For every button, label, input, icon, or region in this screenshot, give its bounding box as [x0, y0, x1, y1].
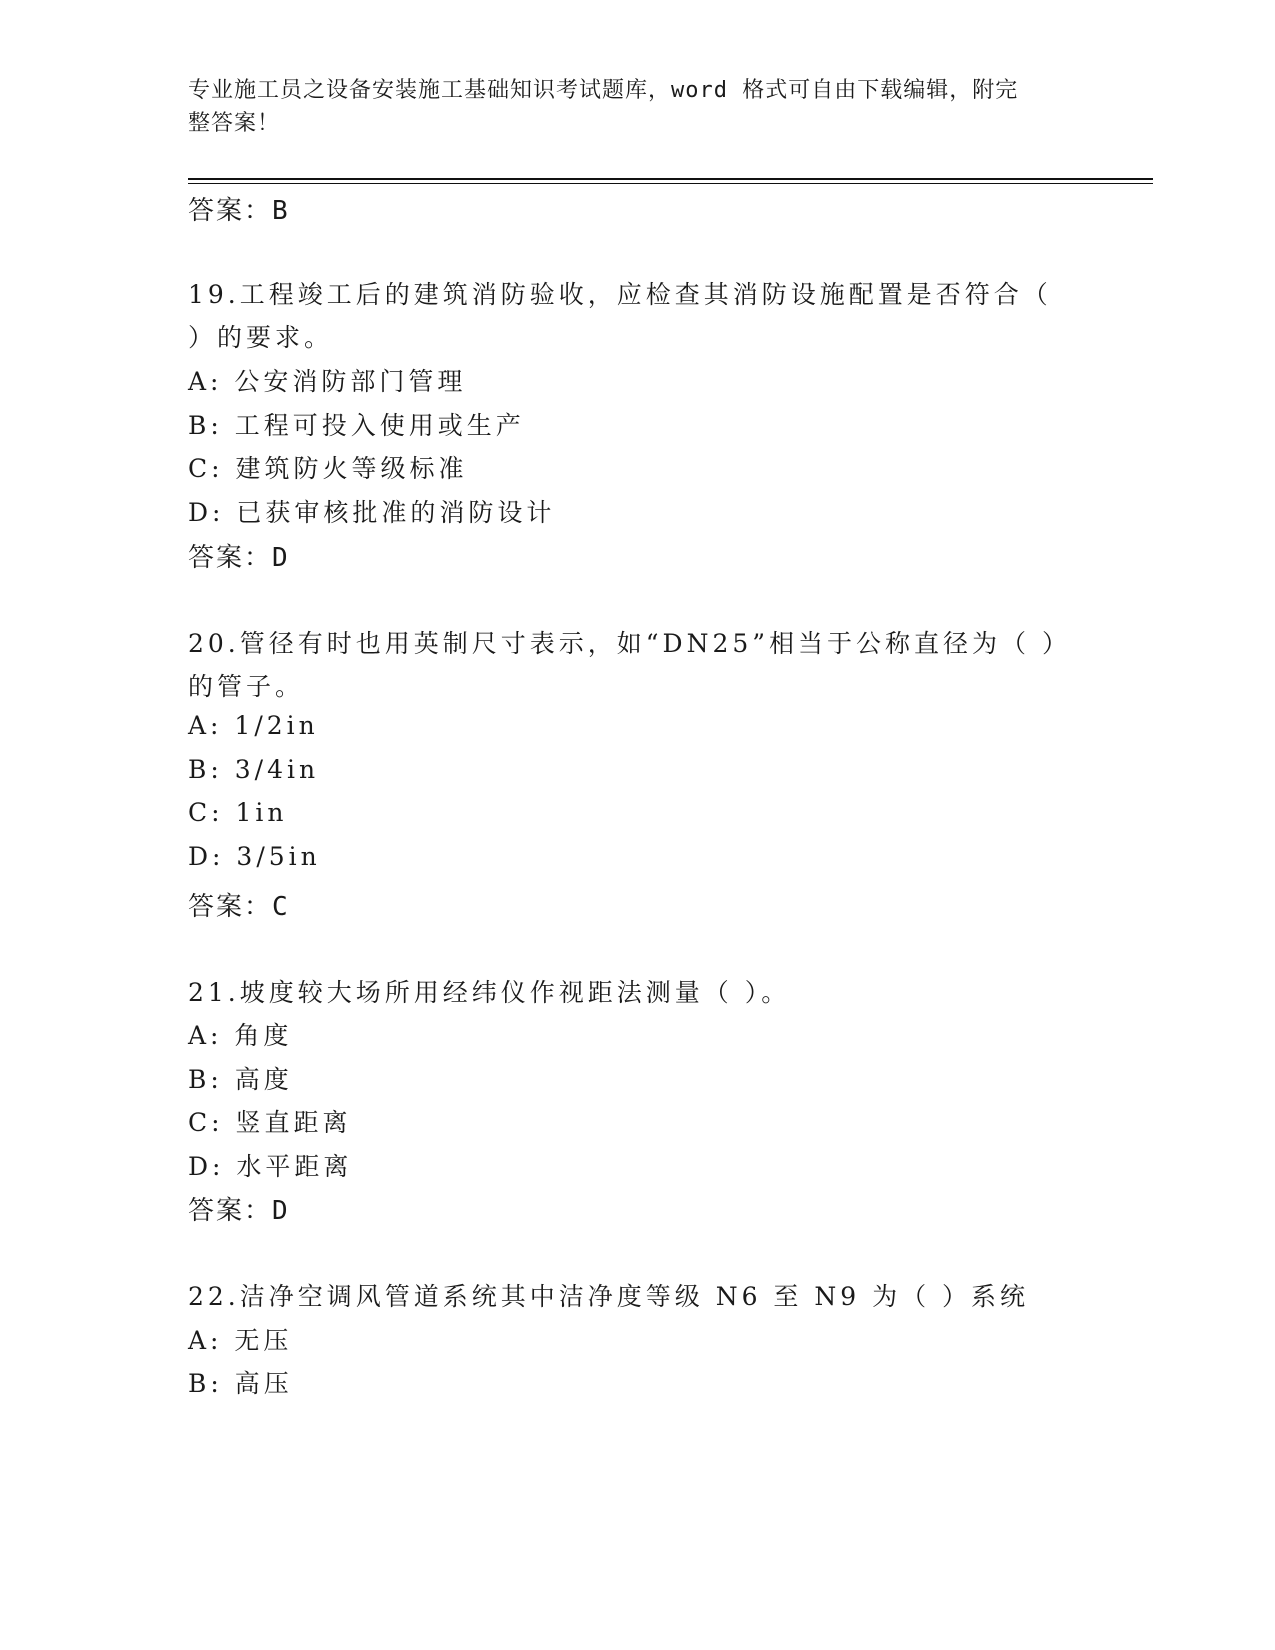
question-22-option-a: A: 无压 [188, 1326, 293, 1355]
question-21-stem-line-1: 21.坡度较大场所用经纬仪作视距法测量（ ）。 [188, 978, 791, 1007]
question-21-option-c: C: 竖直距离 [188, 1108, 352, 1137]
header-divider-thin [188, 183, 1153, 184]
header-line-2: 整答案！ [188, 111, 281, 136]
question-21-option-d: D: 水平距离 [188, 1152, 353, 1181]
question-20-stem-line-1: 20.管径有时也用英制尺寸表示，如“DN25”相当于公称直径为（ ） [188, 629, 1071, 658]
question-21-option-a: A: 角度 [188, 1021, 293, 1050]
question-20-stem-line-2: 的管子。 [188, 672, 305, 701]
header-divider-thick [188, 178, 1153, 180]
question-22-option-b: B: 高压 [188, 1369, 293, 1398]
question-20-option-b: B: 3/4in [188, 755, 320, 784]
document-header [188, 74, 1068, 140]
previous-answer: 答案：B [188, 196, 290, 226]
question-20-option-c: C: 1in [188, 798, 288, 827]
question-19-answer: 答案：D [188, 543, 290, 573]
question-20-option-d: D: 3/5in [188, 842, 321, 871]
header-line-1: 专业施工员之设备安装施工基础知识考试题库，word 格式可自由下载编辑，附完 [188, 78, 1019, 103]
question-20-answer: 答案：C [188, 892, 290, 922]
question-19-option-c: C: 建筑防火等级标准 [188, 454, 468, 483]
question-20-option-a: A: 1/2in [188, 711, 319, 740]
question-19-stem-line-1: 19.工程竣工后的建筑消防验收，应检查其消防设施配置是否符合（ [188, 280, 1052, 309]
question-21-answer: 答案：D [188, 1196, 290, 1226]
question-19-option-b: B: 工程可投入使用或生产 [188, 411, 525, 440]
question-21-option-b: B: 高度 [188, 1065, 293, 1094]
question-19-option-d: D: 已获审核批准的消防设计 [188, 498, 556, 527]
question-19-stem-line-2: ）的要求。 [188, 323, 334, 352]
question-19-option-a: A: 公安消防部门管理 [188, 367, 467, 396]
question-22-stem-line-1: 22.洁净空调风管道系统其中洁净度等级 N6 至 N9 为（ ）系统 [188, 1282, 1030, 1311]
